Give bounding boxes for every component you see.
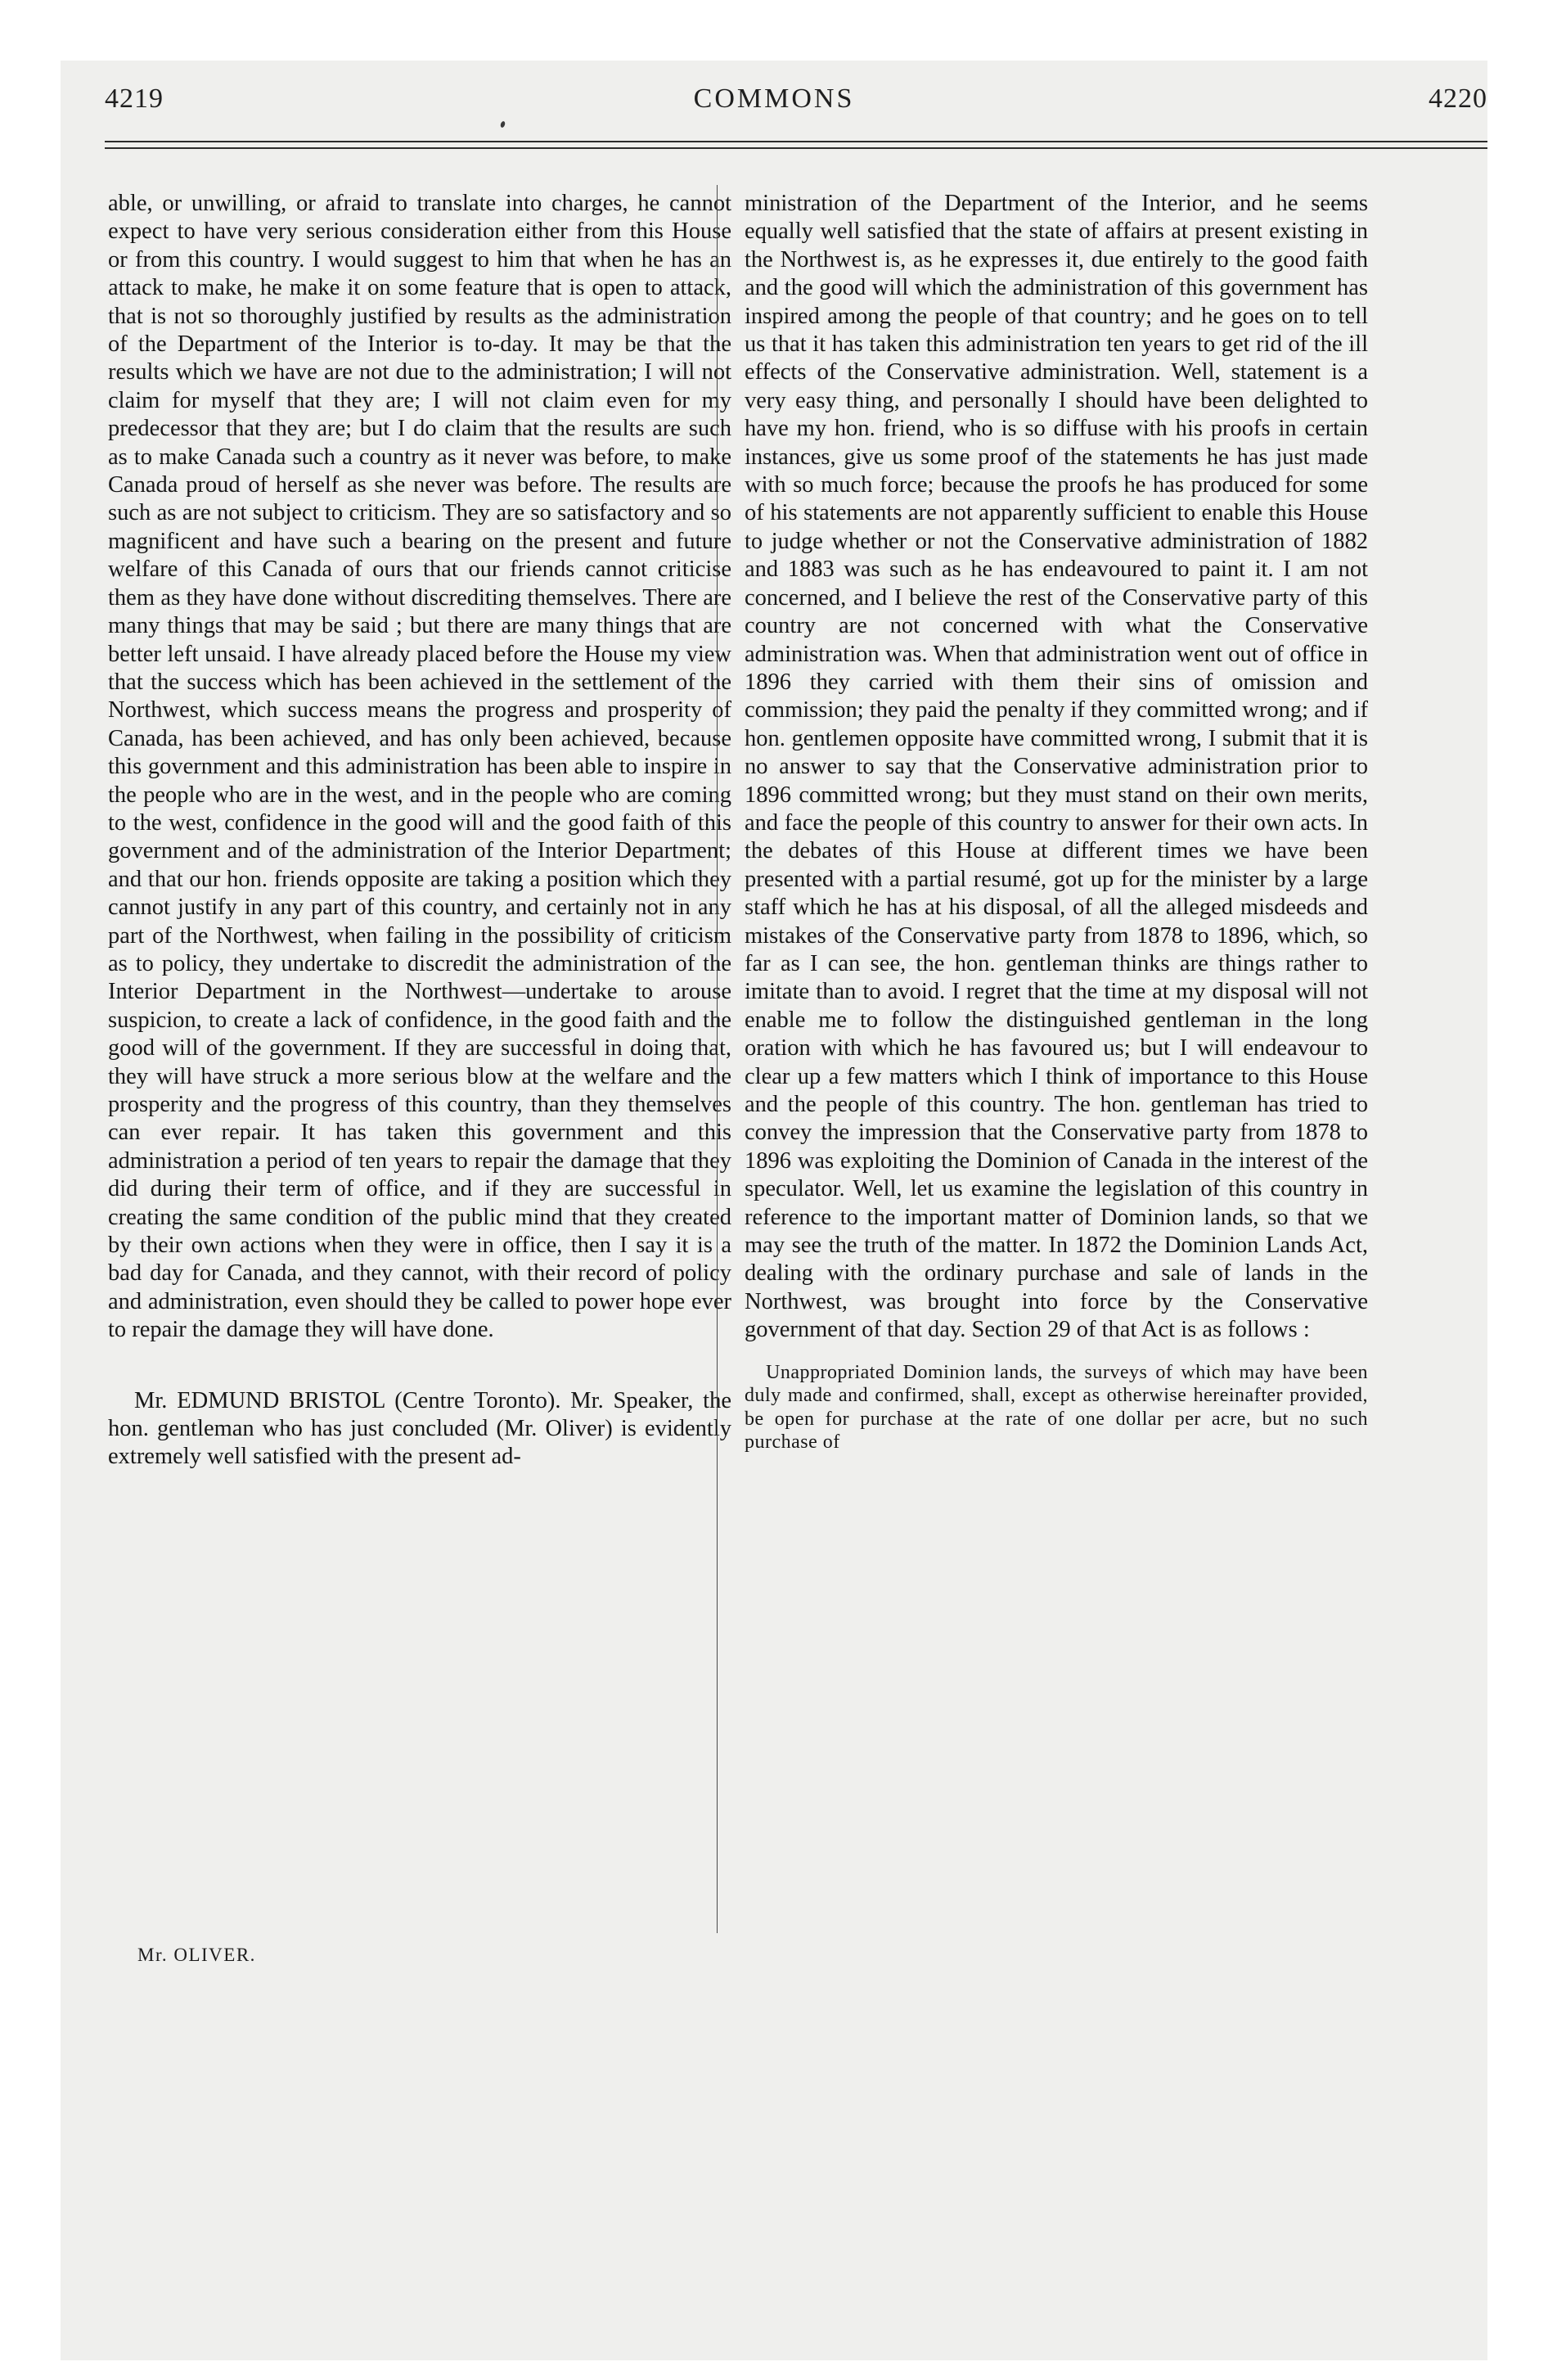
footer-speaker-name: Mr. OLIVER. xyxy=(137,1945,256,1965)
header-rule-top xyxy=(105,141,1487,142)
quoted-statute: Unappropriated Dominion lands, the surveys of which may have been duly made and confirmed, shall, except as otherwise hereinafter provided, be open for purchase at the rate of one dollar per acre, but no such purchase of xyxy=(745,1361,1368,1454)
speaker-paragraph: Mr. EDMUND BRISTOL (Centre Toronto). Mr. Speaker, the hon. gentleman who has just concluded (Mr. Oliver) is evidently extremely well satisfied with the present ad- xyxy=(108,1387,731,1470)
left-column xyxy=(108,190,731,1472)
column-divider xyxy=(717,185,718,1933)
header-rule-bottom xyxy=(105,147,1487,149)
left-column-paragraph: able, or unwilling, or afraid to translate into charges, he cannot expect to have very serious consideration either from this House or from this country. I would suggest to him that when he has an attack to make, he make it on some feature that is open to attack, that is not so thoroughly justified by results as the administration of the Department of the Interior is to-day. It may be that the results which we have are not due to the administration; I will not claim for myself that they are; I will not claim even for my predecessor that they are; but I do claim that the results are such as to make Canada such a country as it never was before, to make Canada proud of herself as she never was before. The results are such as are not subject to criticism. They are so satisfactory and so magnificent and have such a bearing on the present and future welfare of this Canada of ours that our friends cannot criticise them as they have done without discrediting themselves. There are many things that may be said ; but there are many things that are better left unsaid. I have already placed before the House my view that the success which has been achieved in the settlement of the Northwest, which success means the progress and prosperity of Canada, has been achieved, and has only been achieved, because this government and this administration has been able to inspire in the people who are in the west, and in the people who are coming to the west, confidence in the good will and the good faith of this government and of the administration of the Interior Department; and that our hon. friends opposite are taking a position which they cannot justify in any part of this country, and certainly not in any part of the Northwest, when failing in the possibility of criticism as to policy, they undertake to discredit the administration of the Interior Department in the Northwest—undertake to arouse suspicion, to create a lack of confidence, in the good faith and the good will of the government. If they are successful in doing that, they will have struck a more serious blow at the welfare and the prosperity and the progress of this country, than they themselves can ever repair. It has taken this government and this administration a period of ten years to repair the damage that they did during their term of office, and if they are successful in creating the same condition of the public mind that they created by their own actions when they were in office, then I say it is a bad day for Canada, and they cannot, with their record of policy and administration, even should they be called to power hope ever to repair the damage they will have done. xyxy=(108,191,731,1343)
right-column-paragraph: ministration of the Department of the Interior, and he seems equally well satisfied that the state of affairs at present existing in the Northwest is, as he expresses it, due entirely to the good faith and the good will which the administration of this government has inspired among the people of that country; and he goes on to tell us that it has taken this administration ten years to get rid of the ill effects of the Conservative administration. Well, statement is a very easy thing, and personally I should have been delighted to have my hon. friend, who is so diffuse with his proofs in certain instances, give us some proof of the statements he has just made with so much force; because the proofs he has produced for some of his statements are not apparently sufficient to enable this House to judge whether or not the Conservative administration of 1882 and 1883 was such as he has endeavoured to paint it. I am not concerned, and I believe the rest of the Conservative party of this country are not concerned with what the Conservative administration was. When that administration went out of office in 1896 they carried with them their sins of omission and commission; they paid the penalty if they committed wrong; and if hon. gentlemen opposite have committed wrong, I submit that it is no answer to say that the Conservative administration prior to 1896 committed wrong; but they must stand on their own merits, and face the people of this country to answer for their own acts. In the debates of this House at different times we have been presented with a partial resumé, got up for the minister by a large staff which he has at his disposal, of all the alleged misdeeds and mistakes of the Conservative party from 1878 to 1896, which, so far as I can see, the hon. gentleman thinks are things rather to imitate than to avoid. I regret that the time at my disposal will not enable me to follow the distinguished gentleman in the long oration with which he has favoured us; but I will endeavour to clear up a few matters which I think of importance to this House and the people of this country. The hon. gentleman has tried to convey the impression that the Conservative party from 1878 to 1896 was exploiting the Dominion of Canada in the interest of the speculator. Well, let us examine the legislation of this country in reference to the important matter of Dominion lands, so that we may see the truth of the matter. In 1872 the Dominion Lands Act, dealing with the ordinary purchase and sale of lands in the Northwest, was brought into force by the Conservative government of that day. Section 29 of that Act is as follows : xyxy=(745,191,1368,1343)
page-number-right: 4220 xyxy=(1429,83,1487,114)
page-number-left: 4219 xyxy=(105,83,164,114)
right-column xyxy=(745,190,1368,1454)
page-title: COMMONS xyxy=(693,83,855,114)
